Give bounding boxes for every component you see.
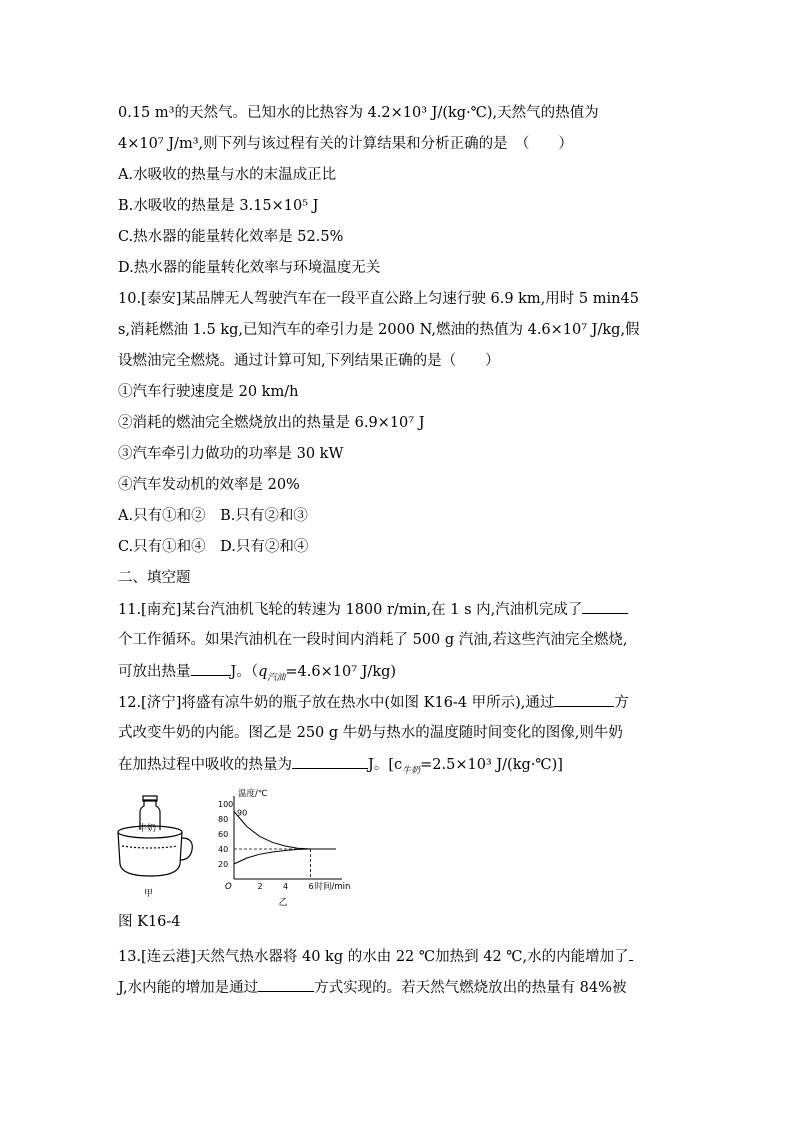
- cup-illustration: [118, 796, 192, 876]
- q9-option-b: B.水吸收的热量是 3.15×10⁵ J: [118, 198, 319, 214]
- q11-blank-2[interactable]: [191, 661, 231, 676]
- y-tick-label: 60: [218, 830, 229, 839]
- x-tick-label: 6: [308, 882, 314, 891]
- q13-line2: [118, 977, 626, 998]
- right-caption: 乙: [278, 898, 288, 908]
- q9-option-d: D.热水器的能量转化效率与环境温度无关: [118, 260, 381, 276]
- q12-line3: [118, 754, 563, 775]
- y-tick-label: 100: [218, 800, 234, 809]
- hot-water-curve: [234, 812, 336, 850]
- q11-text-3a: 可放出热量: [118, 664, 191, 680]
- q13-text-1: 13.[连云港]天然气热水器将 40 kg 的水由 22 ℃加热到 42 ℃,水的内能增加了: [118, 949, 629, 965]
- q9-stem-line1: 0.15 m³的天然气。已知水的比热容为 4.2×10³ J/(kg·℃),天然气的热值为: [118, 105, 599, 121]
- q11-q-symbol: q: [258, 664, 268, 680]
- water-surface: [122, 846, 178, 848]
- figure-k16-4: [110, 786, 350, 910]
- y-tick-label: 40: [218, 845, 229, 854]
- q10-statement-2: ②消耗的燃油完全燃烧放出的热量是 6.9×10⁷ J: [118, 415, 425, 431]
- start-temp-label: 90: [237, 808, 248, 818]
- y-tick-label: 80: [218, 815, 229, 824]
- origin-label: O: [225, 882, 232, 892]
- q9-stem-line2: 4×10⁷ J/m³,则下列与该过程有关的计算结果和分析正确的是 （ ）: [118, 136, 573, 152]
- x-axis-title: 时间/min: [314, 882, 350, 892]
- q11-line2: 个工作循环。如果汽油机在一段时间内消耗了 500 g 汽油,若这些汽油完全燃烧,: [118, 632, 628, 648]
- q11-text-3c: =4.6×10⁷ J/kg): [285, 664, 397, 680]
- q12-blank-2[interactable]: [292, 754, 368, 769]
- q13-text-2b: 方式实现的。若天然气燃烧放出的热量有 84%被: [314, 980, 627, 996]
- q13-text-2a: J,水内能的增加是通过: [118, 980, 259, 996]
- milk-curve: [234, 849, 336, 864]
- q13-line1: [118, 946, 633, 967]
- q12-line2: 式改变牛奶的内能。图乙是 250 g 牛奶与热水的温度随时间变化的图像,则牛奶: [118, 725, 623, 741]
- bottle-label: 牛奶: [138, 824, 157, 834]
- q10-statement-3: ③汽车牵引力做功的功率是 30 kW: [118, 446, 344, 462]
- q12-text-1a: 12.[济宁]将盛有凉牛奶的瓶子放在热水中(如图 K16-4 甲所示),通过: [118, 695, 555, 711]
- y-axis-title: 温度/℃: [238, 789, 268, 799]
- q10-statement-4: ④汽车发动机的效率是 20%: [118, 477, 300, 493]
- temperature-graph: [218, 788, 350, 908]
- q12-text-3b: J。[c: [368, 757, 403, 773]
- q9-option-c: C.热水器的能量转化效率是 52.5%: [118, 229, 344, 245]
- q11-q-subscript: 汽油: [267, 672, 286, 683]
- q13-blank-1[interactable]: [629, 946, 633, 961]
- q12-text-3c: =2.5×10³ J/(kg·℃)]: [420, 757, 563, 773]
- graph-series: [234, 812, 336, 865]
- q11-line1: [118, 599, 628, 620]
- q10-options-ab: A.只有①和② B.只有②和③: [118, 508, 308, 524]
- q12-c-subscript: 牛奶: [402, 765, 421, 776]
- y-tick-labels: [218, 800, 233, 869]
- x-tick-label: 2: [257, 882, 263, 891]
- q9-option-a: A.水吸收的热量与水的末温成正比: [118, 167, 337, 183]
- section-title: 二、填空题: [118, 570, 191, 586]
- q11-text-1: 11.[南充]某台汽油机飞轮的转速为 1800 r/min,在 1 s 内,汽油机完成了: [118, 602, 583, 618]
- figure-caption: 图 K16-4: [118, 914, 181, 930]
- q10-options-cd: C.只有①和④ D.只有②和④: [118, 539, 309, 555]
- q11-text-3b: J。（: [230, 664, 259, 680]
- figure-svg: [110, 786, 350, 910]
- q13-blank-2[interactable]: [258, 977, 314, 992]
- q11-line3: [118, 661, 396, 682]
- q12-text-3a: 在加热过程中吸收的热量为: [118, 757, 292, 773]
- y-tick-label: 20: [218, 860, 229, 869]
- x-tick-label: 4: [283, 882, 289, 891]
- q10-stem-line3: 设燃油完全燃烧。通过计算可知,下列结果正确的是（ ）: [118, 353, 500, 369]
- q10-stem-line2: s,消耗燃油 1.5 kg,已知汽车的牵引力是 2000 N,燃油的热值为 4.6×10⁷ J/kg,假: [118, 322, 640, 338]
- q12-line1: [118, 692, 629, 713]
- q10-statement-1: ①汽车行驶速度是 20 km/h: [118, 384, 299, 400]
- q12-blank-1[interactable]: [554, 692, 614, 707]
- q11-blank-1[interactable]: [582, 599, 628, 614]
- left-caption: 甲: [144, 889, 154, 899]
- q12-text-1b: 方: [614, 695, 629, 711]
- x-tick-labels: [258, 882, 314, 891]
- q10-stem-line1: 10.[泰安]某品牌无人驾驶汽车在一段平直公路上匀速行驶 6.9 km,用时 5 min45: [118, 291, 639, 307]
